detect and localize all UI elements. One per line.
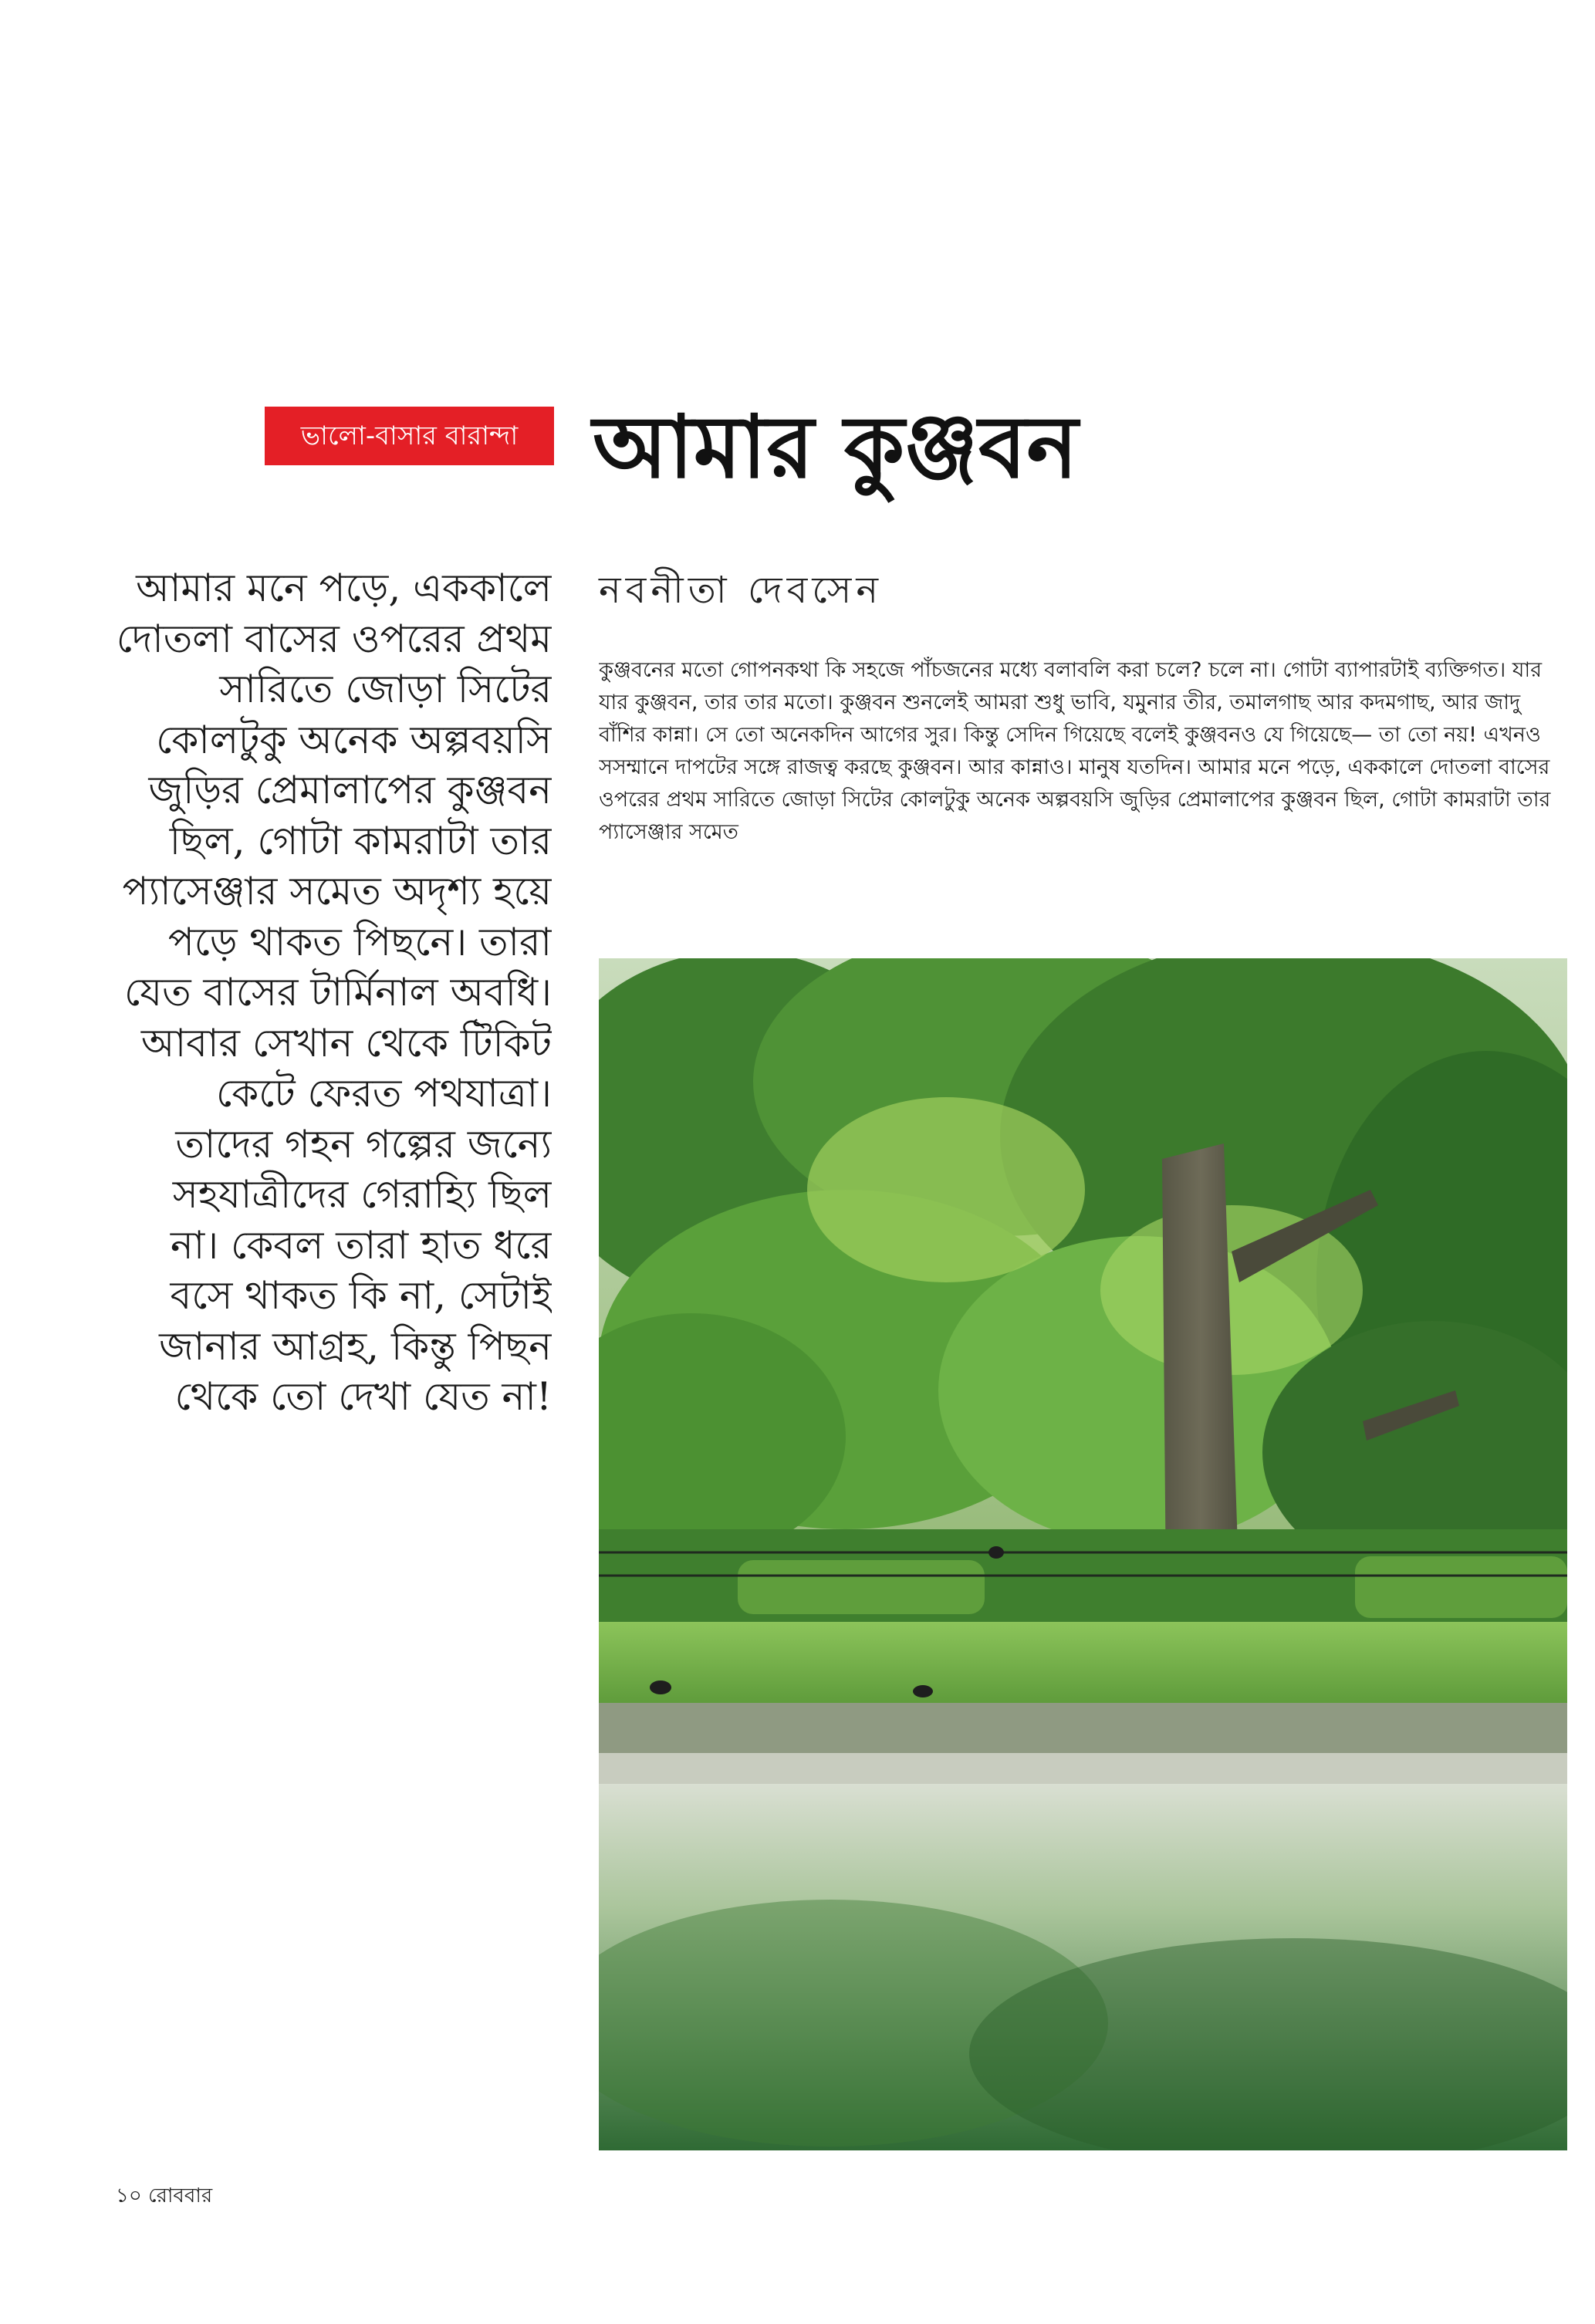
article-title: আমার কুঞ্জবন (593, 397, 1079, 498)
intro-paragraph: কুঞ্জবনের মতো গোপনকথা কি সহজে পাঁচজনের মধ্যে বলাবলি করা চলে? চলে না। গোটা ব্যাপারটাই ব্যক্তিগত। যার যার কুঞ্জবন, তার তার মতো। কুঞ্জবন শুনলেই আমরা শুধু ভাবি, যমুনার তীর, তমালগাছ আর কদমগাছ, আর জাদু বাঁশির কান্না। সে তো অনেকদিন আগের সুর। কিন্তু সেদিন গিয়েছে বলেই কুঞ্জবনও যে গিয়েছে— তা তো নয়! এখনও সসম্মানে দাপটের সঙ্গে রাজত্ব করছে কুঞ্জবন। আর কান্নাও। মানুষ যতদিন। আমার মনে পড়ে, এককালে দোতলা বাসের ওপরের প্রথম সারিতে জোড়া সিটের কোলটুকু অনেক অল্পবয়সি জুড়ির প্রেমালাপের কুঞ্জবন ছিল, গোটা কামরাটা তার প্যাসেঞ্জার সমেত (599, 658, 1551, 844)
author-byline: নবনীতা দেবসেন (599, 569, 883, 612)
page-footer: ১০ রোববার (116, 2184, 213, 2207)
pull-quote: আমার মনে পড়ে, এককালে দোতলা বাসের ওপরের প্রথম সারিতে জোড়া সিটের কোলটুকু অনেক অল্পবয়সি জুড়ির প্রেমালাপের কুঞ্জবন ছিল, গোটা কামরাটা তার প্যাসেঞ্জার সমেত অদৃশ্য হয়ে পড়ে থাকত পিছনে। তারা যেত বাসের টার্মিনাল অবধি। আবার সেখান থেকে টিকিট কেটে ফেরত পথযাত্রা। তাদের গহন গল্পের জন্যে সহযাত্রীদের গেরাহ্যি ছিল না। কেবল তারা হাত ধরে বসে থাকত কি না, সেটাই জানার আগ্রহ, কিন্তু পিছন থেকে তো দেখা যেত না! (116, 566, 552, 1419)
park-pond-photo (599, 958, 1567, 2150)
section-badge: ভালো-বাসার বারান্দা (265, 407, 554, 465)
